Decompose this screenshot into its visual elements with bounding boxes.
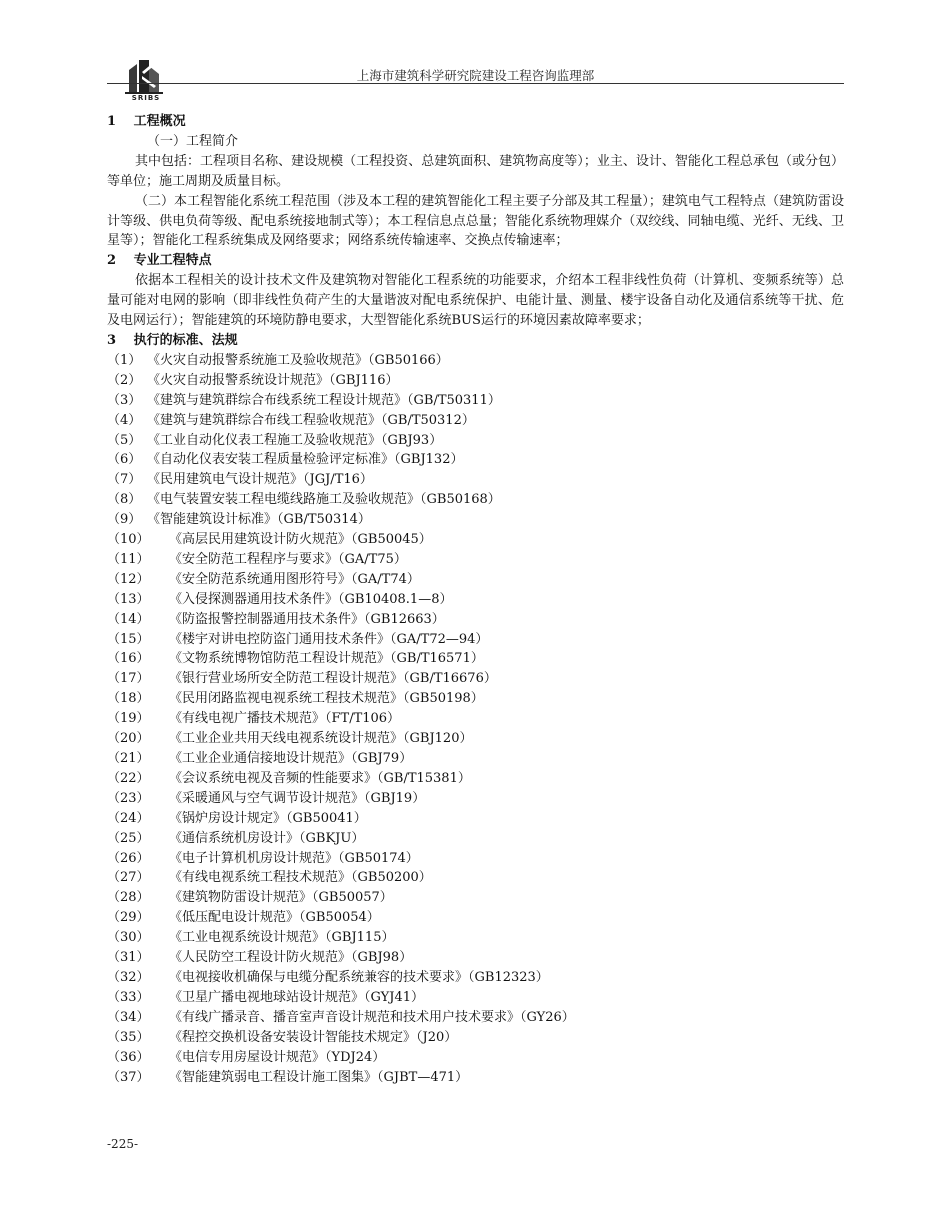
list-item (107, 411, 844, 431)
list-item (107, 709, 844, 729)
list-item-text: 《银行营业场所安全防范工程设计规范》（GB/T16676） (169, 671, 497, 687)
list-item (107, 928, 844, 948)
paragraph-project-intro: 其中包括：工程项目名称、建设规模（工程投资、总建筑面积、建筑物高度等）；业主、设计、智能化工程总承包（或分包）等单位；施工周期及质量目标。 (107, 153, 844, 189)
list-item-number: （12） (107, 571, 150, 587)
document-body (107, 112, 844, 1087)
list-item-text: 《民用建筑电气设计规范》（JGJ/T16） (147, 472, 373, 488)
list-item-text: 《有线广播录音、播音室声音设计规范和技术用户技术要求》（GY26） (169, 1009, 575, 1025)
list-item-number: （34） (107, 1009, 150, 1025)
list-item (107, 729, 844, 749)
list-item (107, 630, 844, 650)
paragraph-project-scope: （二）本工程智能化系统工程范围（涉及本工程的建筑智能化工程主要子分部及其工程量）；建筑电气工程特点（建筑防雷设计等级、供电负荷等级、配电系统接地制式等）；本工程信息点总量；智能化系统物理媒介（双绞线、同轴电缆、光纤、无线、卫星等）；智能化工程系统集成及网络要求；网络系统传输速率、交换点传输速率； (107, 193, 844, 249)
section-heading-features: 2 专业工程特点 (107, 253, 212, 269)
list-item (107, 490, 844, 510)
list-item-text: 《电子计算机机房设计规范》（GB50174） (169, 850, 419, 866)
list-item-text: 《有线电视系统工程技术规范》（GB50200） (169, 870, 432, 886)
list-item-text: 《工业自动化仪表工程施工及验收规范》（GBJ93） (147, 432, 443, 448)
list-item-text: 《电信专用房屋设计规范》（YDJ24） (169, 1049, 386, 1065)
list-item-number: （20） (107, 731, 150, 747)
list-item-text: 《低压配电设计规范》（GB50054） (169, 910, 380, 926)
list-item-text: 《通信系统机房设计》（GBKJU） (169, 830, 365, 846)
list-item (107, 868, 844, 888)
list-item-number: （29） (107, 910, 150, 926)
list-item-text: 《安全防范系统通用图形符号》（GA/T74） (169, 571, 420, 587)
list-item (107, 1068, 844, 1088)
list-item-number: （32） (107, 969, 150, 985)
list-item-text: 《火灾自动报警系统施工及验收规范》（GB50166） (147, 352, 449, 368)
list-item-number: （14） (107, 611, 150, 627)
list-item-text: 《工业电视系统设计规范》（GBJ115） (169, 930, 395, 946)
list-item (107, 391, 844, 411)
list-item (107, 948, 844, 968)
list-item (107, 550, 844, 570)
list-item-text: 《火灾自动报警系统设计规范》（GBJ116） (147, 372, 399, 388)
list-item-text: 《高层民用建筑设计防火规范》（GB50045） (169, 532, 432, 548)
list-item-number: （18） (107, 691, 150, 707)
list-item-text: 《有线电视广播技术规范》（FT/T106） (169, 711, 401, 727)
section-heading-overview: 1 工程概况 (107, 114, 186, 129)
list-item-number: （26） (107, 850, 150, 866)
list-item-text: 《会议系统电视及音频的性能要求》（GB/T15381） (169, 770, 471, 786)
list-item-number: （16） (107, 651, 150, 667)
list-item (107, 749, 844, 769)
list-item (107, 769, 844, 789)
list-item-number: （3） (107, 392, 142, 408)
list-item (107, 610, 844, 630)
list-item (107, 371, 844, 391)
list-item-number: （28） (107, 890, 150, 906)
page-number: -225- (107, 1137, 139, 1151)
list-item-text: 《安全防范工程程序与要求》（GA/T75） (169, 551, 407, 567)
list-item-text: 《防盗报警控制器通用技术条件》（GB12663） (169, 611, 445, 627)
list-item (107, 988, 844, 1008)
list-item-number: （37） (107, 1069, 150, 1085)
list-item-number: （25） (107, 830, 150, 846)
list-item-text: 《智能建筑弱电工程设计施工图集》（GJBT—471） (169, 1069, 469, 1085)
list-item (107, 510, 844, 530)
list-item (107, 570, 844, 590)
list-item-number: （33） (107, 989, 150, 1005)
list-item (107, 431, 844, 451)
subheading-project-intro: （一）工程简介 (147, 133, 239, 149)
list-item (107, 470, 844, 490)
paragraph-features: 依据本工程相关的设计技术文件及建筑物对智能化工程系统的功能要求，介绍本工程非线性负荷（计算机、变频系统等）总量可能对电网的影响（即非线性负荷产生的大量谐波对配电系统保护、电能计量、测量、楼宇设备自动化及通信系统等干扰、危及电网运行）；智能建筑的环境防静电要求，大型智能化系统BUS运行的环境因素故障率要求； (107, 273, 844, 329)
list-item (107, 649, 844, 669)
list-item-text: 《楼宇对讲电控防盗门通用技术条件》（GA/T72—94） (169, 631, 489, 647)
list-item (107, 908, 844, 928)
list-item-text: 《建筑与建筑群综合布线工程验收规范》（GB/T50312） (147, 412, 475, 428)
list-item-number: （4） (107, 412, 142, 428)
section-heading-standards: 3 执行的标准、法规 (107, 332, 238, 348)
list-item-number: （31） (107, 950, 150, 966)
list-item-number: （7） (107, 472, 142, 488)
list-item (107, 689, 844, 709)
list-item (107, 1008, 844, 1028)
list-item-number: （19） (107, 711, 150, 727)
list-item-number: （22） (107, 770, 150, 786)
list-item-text: 《工业企业通信接地设计规范》（GBJ79） (169, 751, 413, 766)
list-item-text: 《建筑物防雷设计规范》（GB50057） (169, 890, 393, 906)
list-item-number: （5） (107, 432, 142, 448)
list-item-text: 《民用闭路监视电视系统工程技术规范》（GB50198） (169, 691, 484, 707)
list-item-text: 《人民防空工程设计防火规范》（GBJ98） (169, 950, 413, 966)
list-item-number: （2） (107, 372, 142, 388)
list-item-text: 《自动化仪表安装工程质量检验评定标准》（GBJ132） (147, 452, 464, 468)
list-item-text: 《建筑与建筑群综合布线系统工程设计规范》（GB/T50311） (147, 392, 501, 408)
list-item (107, 669, 844, 689)
list-item-text: 《电视接收机确保与电缆分配系统兼容的技术要求》（GB12323） (169, 969, 549, 985)
list-item-number: （27） (107, 870, 150, 886)
list-item-number: （10） (107, 532, 150, 548)
list-item (107, 351, 844, 371)
list-item-text: 《锅炉房设计规定》（GB50041） (169, 810, 367, 826)
list-item-number: （24） (107, 810, 150, 826)
list-item-number: （8） (107, 492, 142, 508)
list-item-text: 《文物系统博物馆防范工程设计规范》（GB/T16571） (169, 651, 484, 667)
list-item-number: （11） (107, 551, 150, 567)
list-item-text: 《程控交换机设备安装设计智能技术规定》（J20） (169, 1029, 458, 1045)
list-item-number: （17） (107, 671, 150, 687)
list-item (107, 1028, 844, 1048)
header-title: 上海市建筑科学研究院建设工程咨询监理部 (356, 68, 595, 83)
page-header (107, 58, 844, 106)
list-item-number: （30） (107, 930, 150, 946)
list-item-number: （9） (107, 512, 142, 528)
list-item (107, 530, 844, 550)
list-item (107, 1048, 844, 1068)
list-item-text: 《工业企业共用天线电视系统设计规范》（GBJ120） (169, 731, 473, 747)
list-item-text: 《电气装置安装工程电缆线路施工及验收规范》（GB50168） (147, 492, 501, 508)
standards-list (107, 351, 844, 1088)
list-item-text: 《入侵探测器通用技术条件》（GB10408.1—8） (169, 591, 453, 607)
list-item-number: （1） (107, 352, 142, 368)
list-item-text: 《卫星广播电视地球站设计规范》（GYJ41） (169, 989, 424, 1005)
list-item (107, 888, 844, 908)
list-item-number: （21） (107, 751, 150, 766)
list-item (107, 829, 844, 849)
list-item (107, 968, 844, 988)
list-item-number: （6） (107, 452, 142, 468)
list-item (107, 809, 844, 829)
list-item (107, 789, 844, 809)
header-divider (107, 83, 844, 84)
logo-text: SRIBS (131, 94, 161, 102)
list-item-text: 《智能建筑设计标准》（GB/T50314） (147, 512, 371, 528)
list-item (107, 590, 844, 610)
list-item-number: （13） (107, 591, 150, 607)
list-item (107, 450, 844, 470)
list-item-text: 《采暖通风与空气调节设计规范》（GBJ19） (169, 790, 426, 806)
list-item-number: （35） (107, 1029, 150, 1045)
list-item-number: （36） (107, 1049, 150, 1065)
list-item-number: （23） (107, 790, 150, 806)
list-item-number: （15） (107, 631, 150, 647)
list-item (107, 849, 844, 869)
